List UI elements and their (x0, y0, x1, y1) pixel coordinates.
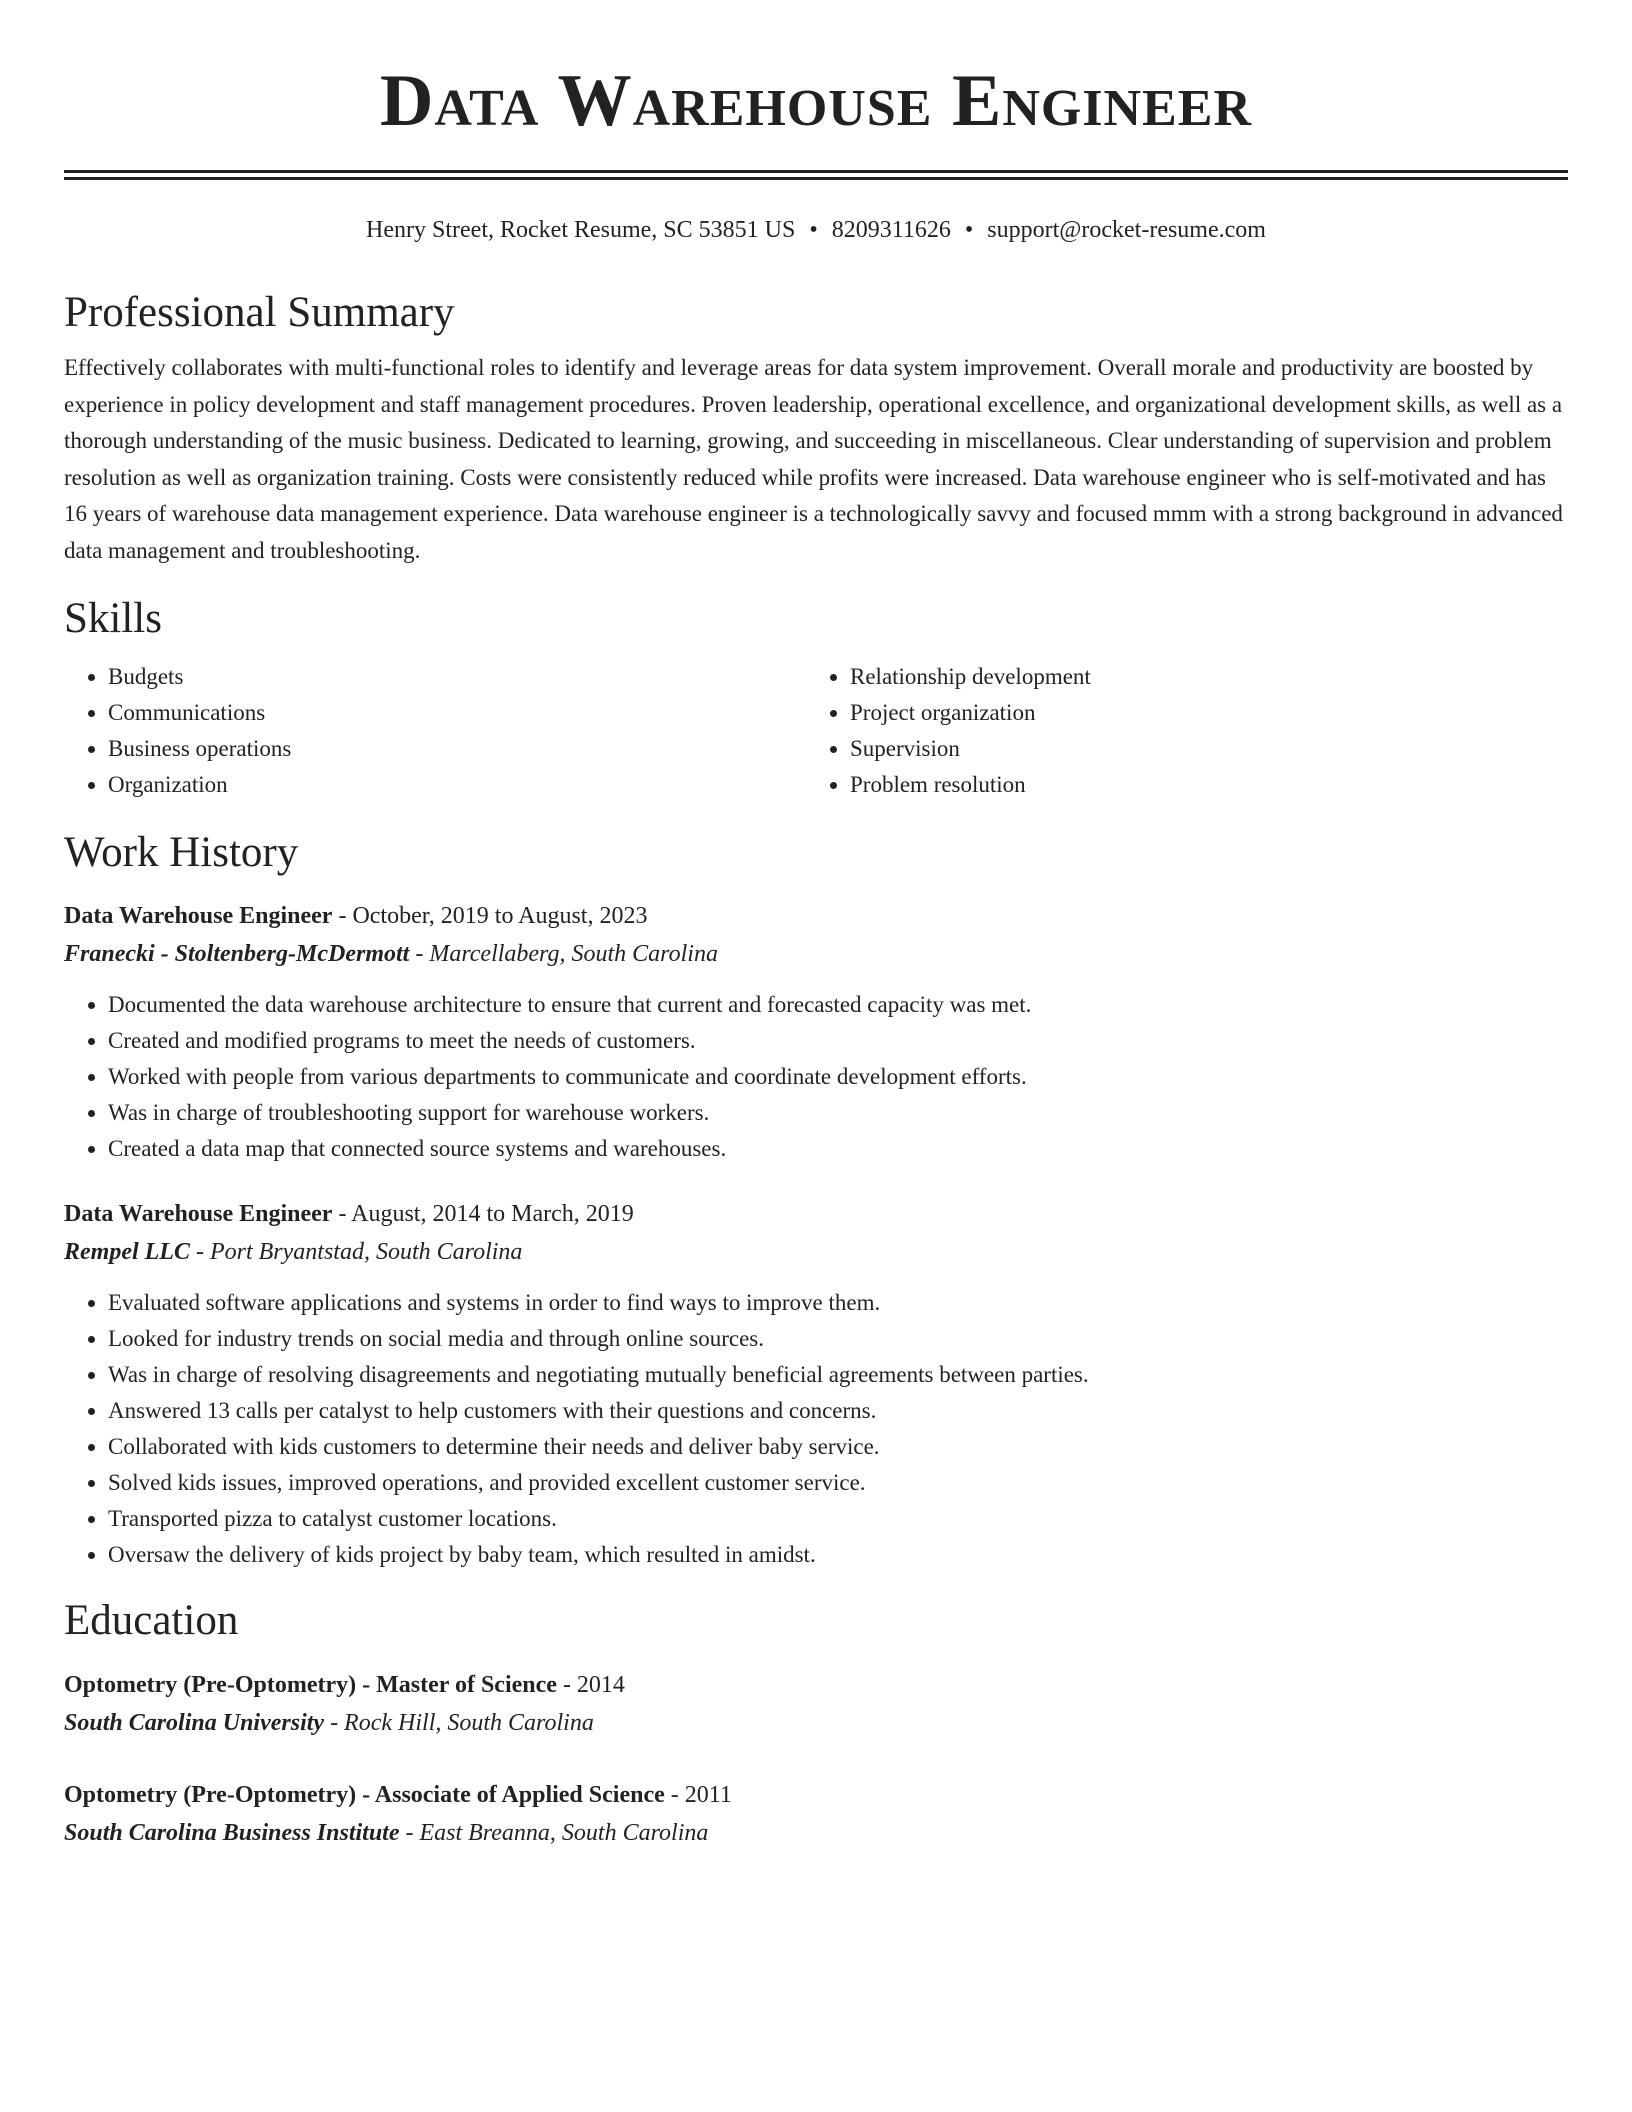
work-history-heading: Work History (64, 828, 299, 876)
skills-section (64, 593, 1568, 803)
job-duties (64, 987, 1568, 1167)
duty-item: • Transported pizza to catalyst customer locations. (108, 1501, 1568, 1537)
duty-item: • Answered 13 calls per catalyst to help customers with their questions and concerns. (108, 1393, 1568, 1429)
job-entry (64, 1195, 1568, 1573)
skill-item: • Relationship development (850, 659, 1548, 695)
summary-text: Effectively collaborates with multi-functional roles to identify and leverage areas for data system improvement. Overall morale and productivity are boosted by experience in policy development and staff management procedures. Proven leadership, operational excellence, and organizational development skills, as well as a thorough understanding of the music business. Dedicated to learning, growing, and succeeding in miscellaneous. Clear understanding of supervision and problem resolution as well as organization training. Costs were consistently reduced while profits were increased. Data warehouse engineer who is self-motivated and has 16 years of warehouse data management experience. Data warehouse engineer is a technologically savvy and focused mmm with a strong background in advanced data management and troubleshooting. (64, 355, 1563, 563)
skill-item: • Problem resolution (850, 767, 1548, 803)
resume-title: Data Warehouse Engineer (379, 60, 1253, 142)
job-title: Data Warehouse Engineer (64, 902, 333, 929)
education-location: - East Breanna, South Carolina (399, 1820, 709, 1847)
job-header (64, 897, 1568, 935)
job-header (64, 1195, 1568, 1233)
job-employer-line (64, 1233, 1568, 1271)
job-employer: Rempel LLC (64, 1238, 190, 1265)
skill-item: • Supervision (850, 731, 1548, 767)
job-dates: - August, 2014 to March, 2019 (332, 1200, 634, 1227)
skill-item: • Budgets (108, 659, 806, 695)
education-school-line (64, 1814, 1568, 1852)
contact-address: Henry Street, Rocket Resume, SC 53851 US (366, 217, 796, 243)
contact-separator: • (809, 217, 818, 243)
job-title: Data Warehouse Engineer (64, 1200, 333, 1227)
education-degree-line (64, 1666, 1568, 1704)
summary-heading: Professional Summary (64, 288, 455, 336)
duty-item: • Oversaw the delivery of kids project by baby team, which resulted in amidst. (108, 1537, 1568, 1573)
duty-item: • Created and modified programs to meet the needs of customers. (108, 1023, 1568, 1059)
skills-heading: Skills (64, 595, 162, 643)
education-entry (64, 1776, 1568, 1852)
job-duties (64, 1285, 1568, 1573)
duty-item: • Collaborated with kids customers to determine their needs and deliver baby service. (108, 1429, 1568, 1465)
duty-item: • Was in charge of resolving disagreements and negotiating mutually beneficial agreements between parties. (108, 1357, 1568, 1393)
education-school-line (64, 1704, 1568, 1742)
skill-item: • Business operations (108, 731, 806, 767)
contact-line (64, 216, 1568, 245)
education-school: South Carolina Business Institute (64, 1820, 400, 1847)
title-divider (64, 170, 1568, 180)
job-employer-line (64, 935, 1568, 973)
duty-item: • Looked for industry trends on social media and through online sources. (108, 1321, 1568, 1357)
education-degree-line (64, 1776, 1568, 1814)
work-history-section (64, 827, 1568, 1573)
duty-item: • Evaluated software applications and systems in order to find ways to improve them. (108, 1285, 1568, 1321)
job-location: - Marcellaberg, South Carolina (409, 940, 718, 967)
duty-item: • Documented the data warehouse architecture to ensure that current and forecasted capacity was met. (108, 987, 1568, 1023)
skills-list-left (64, 659, 806, 803)
contact-separator: • (964, 217, 974, 243)
education-school: South Carolina University (64, 1710, 325, 1737)
skill-item: • Project organization (850, 695, 1548, 731)
summary-section (64, 287, 1568, 570)
job-location: - Port Bryantstad, South Carolina (189, 1238, 523, 1265)
education-section (64, 1595, 1568, 1853)
job-entry (64, 897, 1568, 1167)
education-entry (64, 1666, 1568, 1742)
duty-item: • Solved kids issues, improved operations, and provided excellent customer service. (108, 1465, 1568, 1501)
job-employer: Franecki - Stoltenberg-McDermott (64, 940, 410, 967)
education-degree: Optometry (Pre-Optometry) - Master of Science (64, 1672, 557, 1699)
skill-item: • Communications (108, 695, 806, 731)
duty-item: • Created a data map that connected source systems and warehouses. (108, 1131, 1568, 1167)
education-year: - 2011 (664, 1782, 732, 1809)
education-heading: Education (64, 1596, 239, 1644)
education-year: - 2014 (556, 1672, 625, 1699)
contact-email: support@rocket-resume.com (987, 217, 1266, 243)
duty-item: • Worked with people from various departments to communicate and coordinate development efforts. (108, 1059, 1568, 1095)
job-dates: - October, 2019 to August, 2023 (332, 902, 648, 929)
education-degree: Optometry (Pre-Optometry) - Associate of Applied Science (64, 1782, 665, 1809)
duty-item: • Was in charge of troubleshooting support for warehouse workers. (108, 1095, 1568, 1131)
skill-item: • Organization (108, 767, 806, 803)
skills-list-right (806, 659, 1548, 803)
contact-phone: 8209311626 (831, 217, 951, 243)
skills-columns (64, 659, 1568, 803)
education-location: - Rock Hill, South Carolina (324, 1710, 594, 1737)
